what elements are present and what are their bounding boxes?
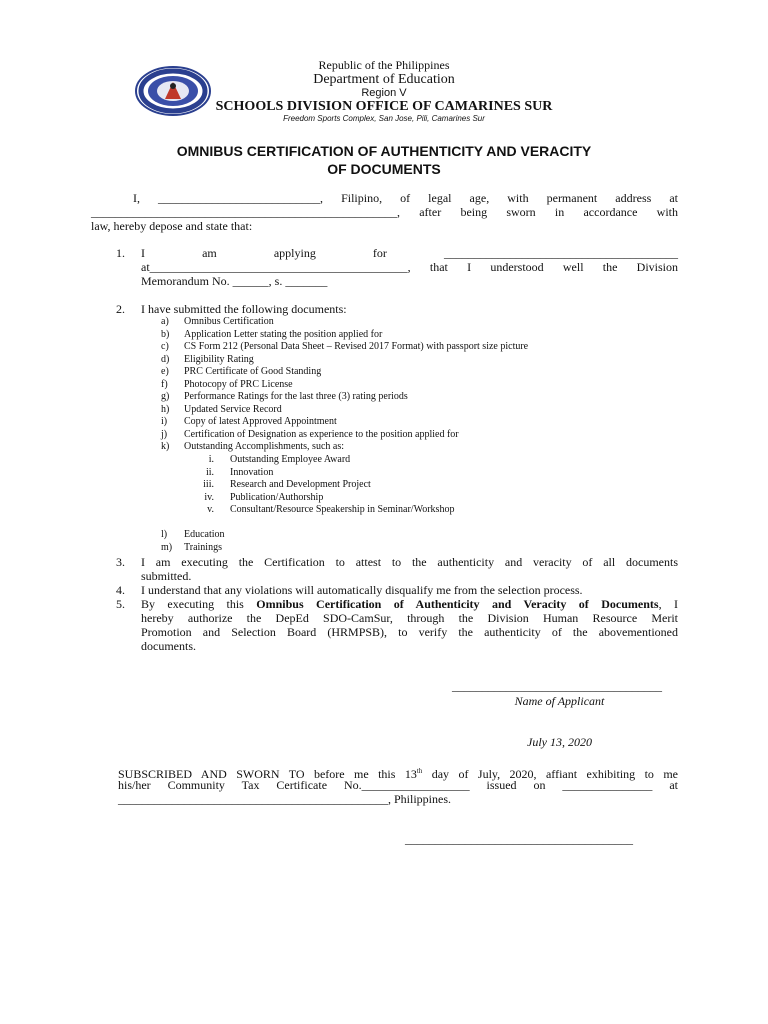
jurat-line-2: his/her Community Tax Certificate No.__________________ issued on _______________ at	[118, 778, 678, 792]
doc-item: Education	[184, 529, 225, 540]
sub-mark: v.	[207, 504, 214, 515]
title-line-2: OF DOCUMENTS	[327, 161, 441, 177]
doc-item: Eligibility Rating	[184, 353, 254, 365]
sub-item: Outstanding Employee Award	[230, 454, 351, 465]
sub-mark: i.	[208, 454, 214, 465]
item-4-number: 4.	[116, 583, 125, 597]
doc-item: Application Letter stating the position applied for	[184, 328, 383, 340]
jurat-post: day of July, 2020, affiant exhibiting to me	[422, 767, 678, 781]
doc-item: Trainings	[184, 541, 222, 553]
sub-item: Research and Development Project	[230, 479, 371, 490]
header-department: Department of Education	[313, 72, 455, 87]
header-address: Freedom Sports Complex, San Jose, Pili, Camarines Sur	[283, 114, 485, 123]
doc-item: CS Form 212 (Personal Data Sheet – Revised 2017 Format) with passport size picture	[184, 341, 529, 352]
doc-mark: i)	[161, 416, 168, 427]
doc-item: Updated Service Record	[184, 403, 282, 415]
sub-mark: ii.	[205, 466, 214, 478]
doc-mark: g)	[161, 391, 170, 402]
intro-line-3: law, hereby depose and state that:	[91, 219, 253, 233]
doc-mark: d)	[161, 353, 170, 365]
item-5-post: , I	[658, 597, 678, 611]
item-4-line-1: I understand that any violations will automatically disqualify me from the selection process.	[141, 583, 583, 597]
item-5-bold-title: Omnibus Certification of Authenticity and Veracity of Documents	[256, 597, 659, 611]
doc-item: Omnibus Certification	[184, 316, 274, 327]
intro-line-2: ___________________________________________________, after being sworn in accordance with	[91, 205, 678, 219]
doc-mark: j)	[161, 428, 168, 440]
applicant-name-label: Name of Applicant	[514, 694, 605, 708]
jurat-sup: th	[416, 767, 423, 775]
doc-item: Outstanding Accomplishments, such as:	[184, 441, 344, 452]
item-1-line-1: I am applying for _______________________________________	[141, 246, 678, 260]
doc-item: Copy of latest Approved Appointment	[184, 416, 337, 427]
doc-mark: f)	[161, 378, 168, 390]
doc-mark: c)	[161, 341, 169, 352]
item-5-line-2: hereby authorize the DepEd SDO-CamSur, through the Division Human Resource Merit	[141, 611, 678, 625]
doc-item: Photocopy of PRC License	[184, 378, 293, 390]
item-5-line-4: documents.	[141, 639, 196, 653]
jurat-pre: SUBSCRIBED AND SWORN TO before me this 13	[118, 767, 417, 781]
doc-item: Performance Ratings for the last three (3) rating periods	[184, 391, 408, 402]
header-republic: Republic of the Philippines	[318, 58, 450, 72]
item-3-line-2: submitted.	[141, 569, 192, 583]
doc-item: PRC Certificate of Good Standing	[184, 366, 322, 377]
item-3-line-1: I am executing the Certification to attest to the authenticity and veracity of all documents	[141, 555, 678, 569]
applicant-signature-line: ___________________________________	[452, 679, 662, 693]
item-5-number: 5.	[116, 597, 125, 611]
item-1-line-2: at___________________________________________, that I understood well the Division	[141, 260, 678, 274]
item-1-number: 1.	[116, 246, 125, 260]
header-office: SCHOOLS DIVISION OFFICE OF CAMARINES SUR	[215, 99, 553, 114]
item-1-line-3: Memorandum No. ______, s. _______	[141, 274, 328, 288]
sub-mark: iv.	[204, 491, 214, 503]
title-line-1: OMNIBUS CERTIFICATION OF AUTHENTICITY AND VERACITY	[176, 143, 592, 159]
item-2-number: 2.	[116, 302, 125, 316]
item-3-number: 3.	[116, 555, 125, 569]
header-region: Region V	[361, 87, 407, 99]
doc-mark: k)	[161, 441, 170, 452]
sub-mark: iii.	[203, 479, 214, 490]
doc-mark: e)	[161, 366, 169, 377]
item-5-pre: By executing this	[141, 597, 257, 611]
item-5-line-3: Promotion and Selection Board (HRMPSB), to verify the authenticity of the abovementioned	[141, 625, 678, 639]
jurat-line-3: _____________________________________________, Philippines.	[118, 792, 452, 806]
intro-line-1: I, ___________________________, Filipino, of legal age, with permanent address at	[133, 191, 678, 205]
officer-signature-line: ______________________________________	[405, 832, 633, 846]
certification-date: July 13, 2020	[527, 735, 592, 749]
sub-item: Publication/Authorship	[230, 491, 324, 503]
doc-item: Certification of Designation as experience to the position applied for	[184, 428, 459, 440]
item-5-line-1	[141, 597, 678, 612]
doc-mark: l)	[161, 529, 168, 540]
doc-mark: m)	[161, 541, 173, 553]
doc-mark: a)	[161, 316, 169, 327]
sub-item: Innovation	[230, 466, 274, 478]
sub-item: Consultant/Resource Speakership in Seminar/Workshop	[230, 504, 455, 515]
doc-mark: b)	[161, 328, 170, 340]
doc-mark: h)	[161, 403, 170, 415]
document-title	[80, 142, 688, 178]
item-2-lead: I have submitted the following documents:	[141, 302, 347, 316]
